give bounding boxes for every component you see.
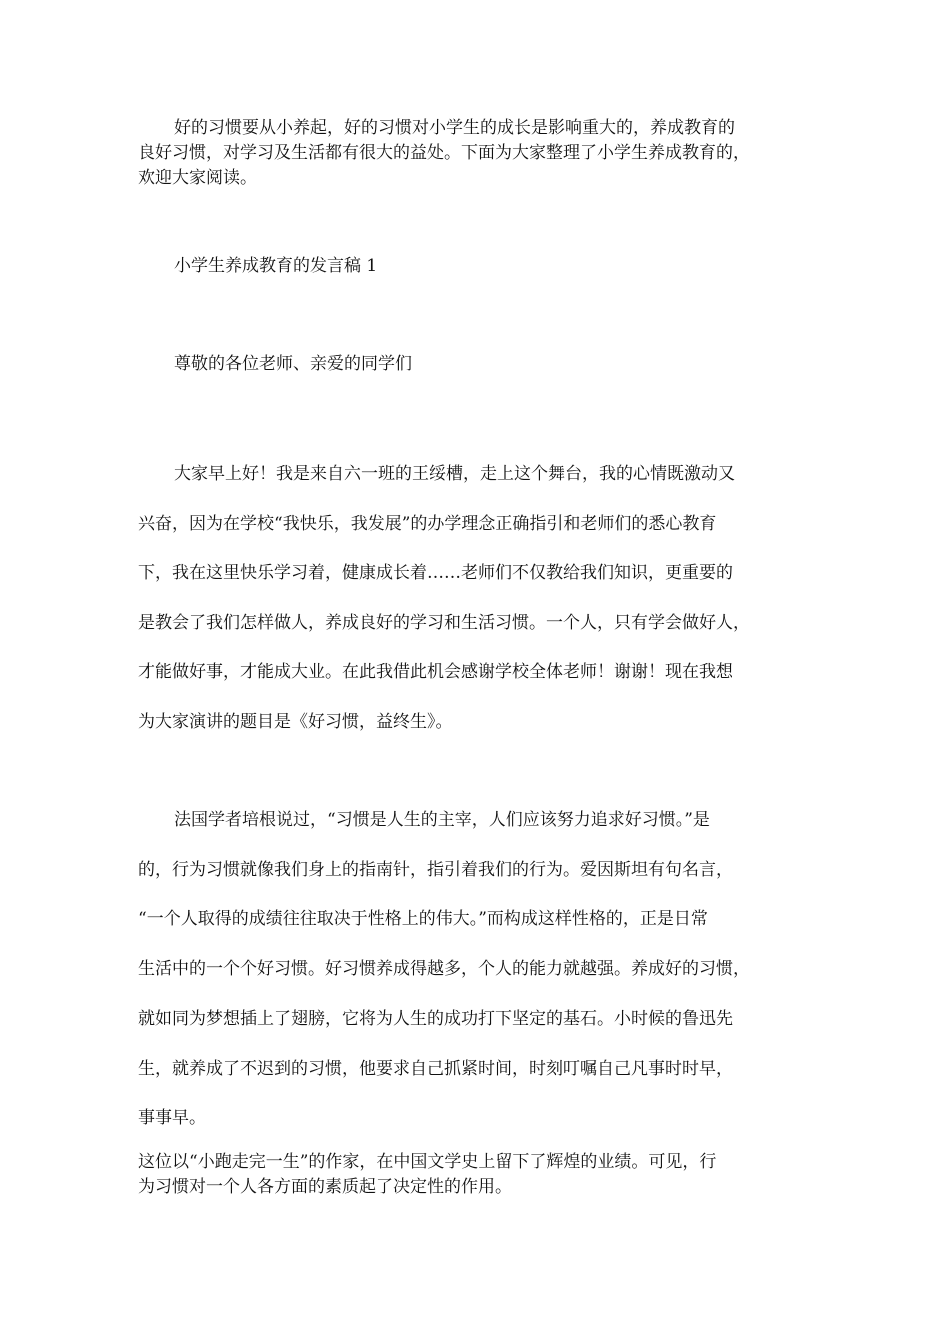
intro-line: 欢迎大家阅读。: [138, 168, 257, 188]
paragraph-line: 为习惯对一个人各方面的素质起了决定性的作用。: [138, 1177, 512, 1197]
paragraph-line: 大家早上好！我是来自六一班的王绥槽，走上这个舞台，我的心情既激动又: [174, 464, 735, 484]
paragraph-line: “一个人取得的成绩往往取决于性格上的伟大。”而构成这样性格的，正是日常: [138, 909, 708, 930]
paragraph-line: 才能做好事，才能成大业。在此我借此机会感谢学校全体老师！谢谢！现在我想: [138, 662, 733, 682]
paragraph-line: 是教会了我们怎样做人，养成良好的学习和生活习惯。一个人，只有学会做好人，: [138, 612, 750, 633]
paragraph-line: 下，我在这里快乐学习着，健康成长着……老师们不仅教给我们知识，更重要的: [138, 563, 733, 583]
salutation: [138, 352, 820, 377]
paragraph-line: 事事早。: [138, 1108, 206, 1129]
intro-paragraph: [138, 116, 820, 191]
salutation-text: 尊敬的各位老师、亲爱的同学们: [174, 354, 412, 374]
paragraph-line: 法国学者培根说过，“习惯是人生的主宰，人们应该努力追求好习惯。”是: [174, 810, 710, 830]
speech-heading: [138, 254, 820, 279]
paragraph-line: 为大家演讲的题目是《好习惯，益终生》。: [138, 711, 453, 732]
paragraph-line: 兴奋，因为在学校“我快乐，我发展”的办学理念正确指引和老师们的悉心教育: [138, 513, 717, 534]
paragraph-line: 这位以“小跑走完一生”的作家，在中国文学史上留下了辉煌的业绩。可见，行: [138, 1152, 717, 1172]
heading-text: 小学生养成教育的发言稿 1: [174, 256, 378, 276]
paragraph-line: 的，行为习惯就像我们身上的指南针，指引着我们的行为。爱因斯坦有句名言，: [138, 859, 733, 880]
intro-line: 良好习惯，对学习及生活都有很大的益处。下面为大家整理了小学生养成教育的，: [138, 143, 750, 163]
body-paragraph-2: [138, 796, 820, 1144]
paragraph-line: 生，就养成了不迟到的习惯，他要求自己抓紧时间，时刻叮嘱自己凡事时时早，: [138, 1058, 733, 1079]
body-paragraph-3: [138, 1150, 820, 1200]
paragraph-line: 就如同为梦想插上了翅膀，它将为人生的成功打下坚定的基石。小时候的鲁迅先: [138, 1008, 733, 1029]
intro-line: 好的习惯要从小养起，好的习惯对小学生的成长是影响重大的，养成教育的: [174, 118, 735, 138]
paragraph-line: 生活中的一个个好习惯。好习惯养成得越多，个人的能力就越强。养成好的习惯，: [138, 959, 750, 980]
body-paragraph-1: [138, 450, 820, 747]
